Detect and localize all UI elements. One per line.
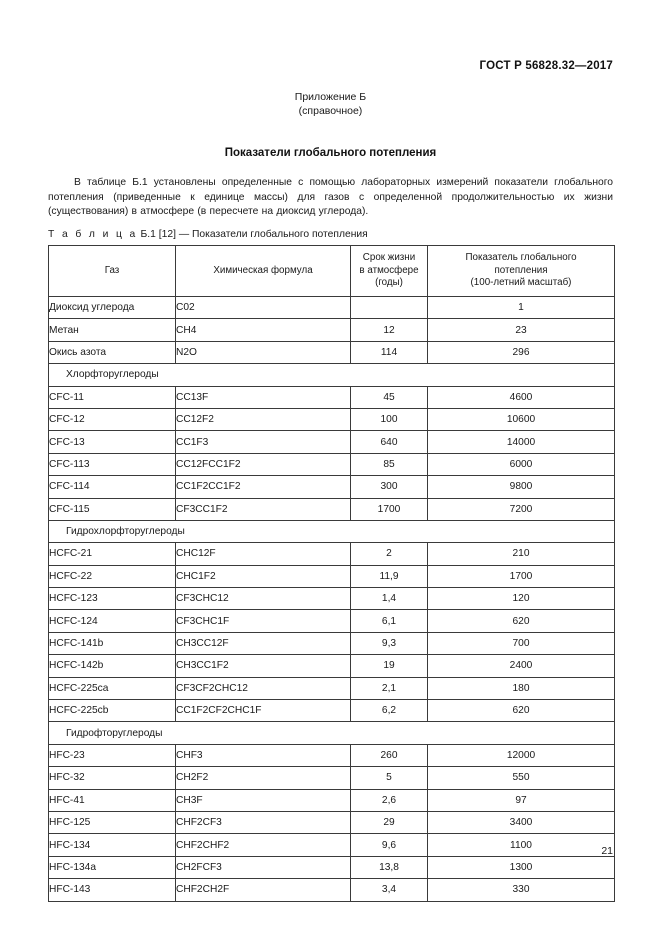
cell-formula: CH2FCF3 xyxy=(176,856,351,878)
table-caption-number: Б.1 xyxy=(140,229,156,240)
cell-formula: CHF2CF3 xyxy=(176,811,351,833)
cell-gwp: 97 xyxy=(428,789,615,811)
table-row xyxy=(49,610,615,632)
table-row xyxy=(49,476,615,498)
cell-gas: Диоксид углерода xyxy=(49,297,176,319)
table-row xyxy=(49,632,615,654)
table-row xyxy=(49,700,615,722)
appendix-kind: (справочное) xyxy=(298,105,363,117)
table-row xyxy=(49,677,615,699)
cell-gwp: 1700 xyxy=(428,565,615,587)
table-row xyxy=(49,341,615,363)
table-body xyxy=(49,297,615,902)
cell-gwp: 120 xyxy=(428,588,615,610)
cell-lifetime: 11,9 xyxy=(351,565,428,587)
cell-gwp: 620 xyxy=(428,610,615,632)
cell-formula: CC13F xyxy=(176,386,351,408)
cell-lifetime: 300 xyxy=(351,476,428,498)
table-row xyxy=(49,565,615,587)
cell-lifetime: 2 xyxy=(351,543,428,565)
cell-gwp: 296 xyxy=(428,341,615,363)
table-caption xyxy=(48,229,368,240)
column-header-gwp-line2: потепления xyxy=(494,264,548,276)
cell-lifetime: 19 xyxy=(351,655,428,677)
table-row xyxy=(49,543,615,565)
cell-gwp: 330 xyxy=(428,879,615,901)
cell-formula: CF3CHC12 xyxy=(176,588,351,610)
page-title: Показатели глобального потепления xyxy=(224,147,437,159)
table-row xyxy=(49,767,615,789)
cell-gas: HFC-125 xyxy=(49,811,176,833)
cell-lifetime: 2,1 xyxy=(351,677,428,699)
table-caption-prefix: Т а б л и ц а xyxy=(48,229,138,240)
cell-formula: CHF3 xyxy=(176,744,351,766)
table-row xyxy=(49,789,615,811)
cell-formula: CH3F xyxy=(176,789,351,811)
cell-gas: HCFC-225cb xyxy=(49,700,176,722)
column-header-gwp xyxy=(428,246,615,297)
cell-gwp: 1 xyxy=(428,297,615,319)
cell-gwp: 6000 xyxy=(428,453,615,475)
cell-formula: CF3CF2CHC12 xyxy=(176,677,351,699)
cell-gas: HCFC-142b xyxy=(49,655,176,677)
table-row xyxy=(49,453,615,475)
table-row xyxy=(49,408,615,430)
cell-gas: Окись азота xyxy=(49,341,176,363)
cell-gas: HFC-41 xyxy=(49,789,176,811)
cell-lifetime: 12 xyxy=(351,319,428,341)
cell-gwp: 14000 xyxy=(428,431,615,453)
cell-formula: CHC1F2 xyxy=(176,565,351,587)
cell-gas: HCFC-225ca xyxy=(49,677,176,699)
cell-lifetime xyxy=(351,297,428,319)
cell-formula: C02 xyxy=(176,297,351,319)
running-head: ГОСТ Р 56828.32—2017 xyxy=(479,60,613,72)
cell-gas: HCFC-141b xyxy=(49,632,176,654)
cell-lifetime: 2,6 xyxy=(351,789,428,811)
group-label: Гидрофторуглероды xyxy=(49,722,615,744)
appendix-heading xyxy=(48,90,613,118)
cell-gas: HCFC-21 xyxy=(49,543,176,565)
cell-gas: HFC-143 xyxy=(49,879,176,901)
cell-gwp: 210 xyxy=(428,543,615,565)
cell-formula: CH4 xyxy=(176,319,351,341)
cell-lifetime: 114 xyxy=(351,341,428,363)
table-row xyxy=(49,319,615,341)
cell-gwp: 4600 xyxy=(428,386,615,408)
cell-lifetime: 5 xyxy=(351,767,428,789)
appendix-label: Приложение Б xyxy=(294,91,367,103)
cell-lifetime: 45 xyxy=(351,386,428,408)
column-header-gas: Газ xyxy=(49,246,176,297)
cell-lifetime: 29 xyxy=(351,811,428,833)
cell-gas: HCFC-123 xyxy=(49,588,176,610)
cell-formula: CF3CHC1F xyxy=(176,610,351,632)
cell-lifetime: 1,4 xyxy=(351,588,428,610)
table-row xyxy=(49,386,615,408)
cell-formula: CH2F2 xyxy=(176,767,351,789)
table-row xyxy=(49,879,615,901)
column-header-gwp-line3: (100-летний масштаб) xyxy=(470,277,572,289)
cell-gwp: 3400 xyxy=(428,811,615,833)
cell-lifetime: 13,8 xyxy=(351,856,428,878)
cell-lifetime: 3,4 xyxy=(351,879,428,901)
cell-gwp: 23 xyxy=(428,319,615,341)
cell-gwp: 12000 xyxy=(428,744,615,766)
table-caption-dash: — xyxy=(178,229,190,240)
gwp-table xyxy=(48,245,615,902)
cell-gas: HFC-134 xyxy=(49,834,176,856)
cell-gwp: 2400 xyxy=(428,655,615,677)
group-label: Хлорфторуглероды xyxy=(49,364,615,386)
cell-formula: N2O xyxy=(176,341,351,363)
intro-paragraph: В таблице Б.1 установлены определенные с помощью лабораторных измерений показатели глобального потепления (приведенные к единице массы) для газов с определенной продолжительностью их жизни (существования) в атмосфере (в пересчете на диоксид углерода). xyxy=(48,177,613,218)
cell-gwp: 10600 xyxy=(428,408,615,430)
cell-formula: CH3CC12F xyxy=(176,632,351,654)
page-number: 21 xyxy=(601,845,613,857)
cell-formula: CHF2CHF2 xyxy=(176,834,351,856)
cell-lifetime: 6,2 xyxy=(351,700,428,722)
table-caption-title: Показатели глобального потепления xyxy=(192,229,368,240)
cell-formula: CC1F2CF2CHC1F xyxy=(176,700,351,722)
cell-gas: CFC-113 xyxy=(49,453,176,475)
cell-gwp: 620 xyxy=(428,700,615,722)
gwp-table-container xyxy=(48,245,614,902)
cell-formula: CHF2CH2F xyxy=(176,879,351,901)
cell-formula: CHC12F xyxy=(176,543,351,565)
table-row xyxy=(49,297,615,319)
column-header-lifetime xyxy=(351,246,428,297)
table-group-row xyxy=(49,722,615,744)
table-group-row xyxy=(49,520,615,542)
table-row xyxy=(49,588,615,610)
column-header-formula: Химическая формула xyxy=(176,246,351,297)
column-header-lifetime-line2: в атмосфере xyxy=(359,264,419,276)
cell-lifetime: 9,6 xyxy=(351,834,428,856)
cell-gwp: 550 xyxy=(428,767,615,789)
cell-lifetime: 85 xyxy=(351,453,428,475)
table-row xyxy=(49,431,615,453)
cell-formula: CC1F3 xyxy=(176,431,351,453)
cell-gwp: 1300 xyxy=(428,856,615,878)
column-header-lifetime-line3: (годы) xyxy=(375,277,403,289)
cell-gas: CFC-12 xyxy=(49,408,176,430)
cell-gas: CFC-115 xyxy=(49,498,176,520)
table-header xyxy=(49,246,615,297)
cell-lifetime: 9,3 xyxy=(351,632,428,654)
cell-gwp: 1100 xyxy=(428,834,615,856)
cell-gwp: 7200 xyxy=(428,498,615,520)
cell-gas: HFC-32 xyxy=(49,767,176,789)
cell-formula: CC12F2 xyxy=(176,408,351,430)
cell-gas: CFC-13 xyxy=(49,431,176,453)
cell-lifetime: 6,1 xyxy=(351,610,428,632)
cell-gas: HFC-23 xyxy=(49,744,176,766)
cell-lifetime: 640 xyxy=(351,431,428,453)
table-group-row xyxy=(49,364,615,386)
cell-lifetime: 100 xyxy=(351,408,428,430)
cell-lifetime: 1700 xyxy=(351,498,428,520)
table-row xyxy=(49,811,615,833)
table-row xyxy=(49,744,615,766)
cell-gwp: 180 xyxy=(428,677,615,699)
cell-gas: HCFC-22 xyxy=(49,565,176,587)
cell-formula: CC1F2CC1F2 xyxy=(176,476,351,498)
cell-formula: CC12FCC1F2 xyxy=(176,453,351,475)
column-header-lifetime-line1: Срок жизни xyxy=(362,252,416,264)
table-row xyxy=(49,655,615,677)
column-header-gwp-line1: Показатель глобального xyxy=(465,252,577,264)
table-caption-ref: [12] xyxy=(158,229,176,240)
cell-gwp: 700 xyxy=(428,632,615,654)
cell-gas: CFC-114 xyxy=(49,476,176,498)
table-header-row xyxy=(49,246,615,297)
cell-gas: CFC-11 xyxy=(49,386,176,408)
cell-lifetime: 260 xyxy=(351,744,428,766)
table-row xyxy=(49,498,615,520)
cell-gas: HFC-134a xyxy=(49,856,176,878)
cell-gas: HCFC-124 xyxy=(49,610,176,632)
cell-gwp: 9800 xyxy=(428,476,615,498)
cell-formula: CF3CC1F2 xyxy=(176,498,351,520)
table-row xyxy=(49,856,615,878)
cell-gas: Метан xyxy=(49,319,176,341)
group-label: Гидрохлорфторуглероды xyxy=(49,520,615,542)
cell-formula: CH3CC1F2 xyxy=(176,655,351,677)
